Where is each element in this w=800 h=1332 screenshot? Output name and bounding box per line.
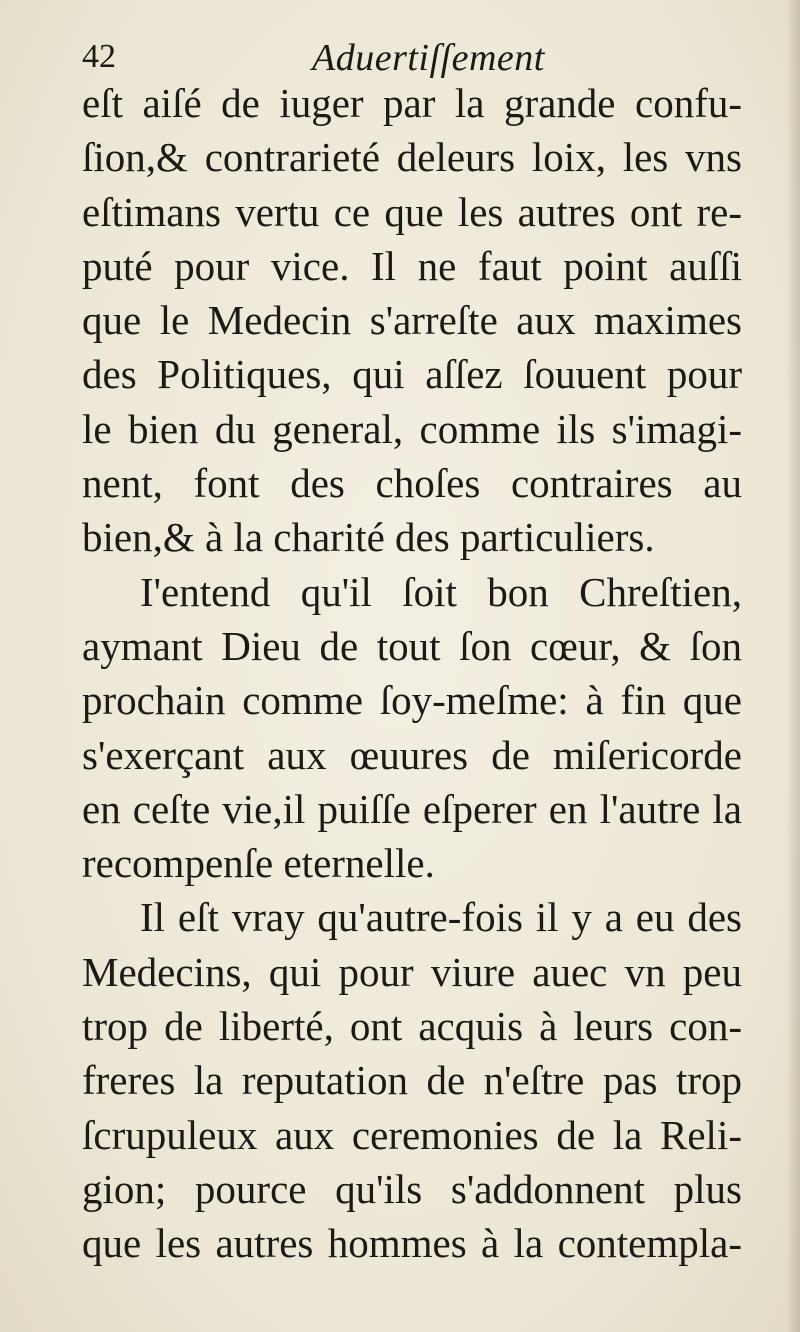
text-line: ſion,& contrarieté deleurs loix, les vns [82, 134, 742, 181]
running-head: Aduertiſſement [312, 37, 545, 79]
text-line: trop de liberté, ont acquis à leurs con- [82, 1003, 742, 1050]
text-line: Il eſt vray qu'autre-fois il y a eu des [140, 894, 742, 941]
text-line: des Politiques, qui aſſez ſouuent pour [82, 351, 742, 398]
text-line: prochain comme ſoy-meſme: à fin que [82, 677, 742, 724]
text-line: que le Medecin s'arreſte aux maximes [82, 297, 742, 344]
text-line: nent, font des choſes contraires au [82, 460, 742, 507]
text-line: I'entend qu'il ſoit bon Chreſtien, [140, 568, 742, 615]
text-line: que les autres hommes à la contempla- [82, 1220, 742, 1267]
page-number: 42 [82, 38, 116, 75]
text-line: recompenſe eternelle. [82, 840, 435, 887]
text-line: bien,& à la charité des particuliers. [82, 514, 655, 561]
text-line: aymant Dieu de tout ſon cœur, & ſon [82, 622, 742, 669]
text-line: en ceſte vie,il puiſſe eſperer en l'autre la [82, 785, 742, 832]
text-line: ſcrupuleux aux ceremonies de la Reli- [82, 1111, 742, 1158]
text-line: le bien du general, comme ils s'imagi- [82, 405, 742, 452]
text-line: puté pour vice. Il ne faut point auſſi [82, 242, 742, 289]
text-line: Medecins, qui pour viure auec vn peu [82, 948, 742, 995]
page-edge-shadow [786, 0, 800, 1332]
text-line: eſt aiſé de iuger par la grande confu- [82, 80, 742, 126]
text-line: gion; pource qu'ils s'addonnent plus [82, 1165, 742, 1212]
text-line: freres la reputation de n'eſtre pas trop [82, 1057, 742, 1104]
body-text [82, 76, 742, 1271]
text-line: eſtimans vertu ce que les autres ont re- [82, 188, 742, 235]
text-line: s'exerçant aux œuures de miſericorde [82, 731, 742, 778]
